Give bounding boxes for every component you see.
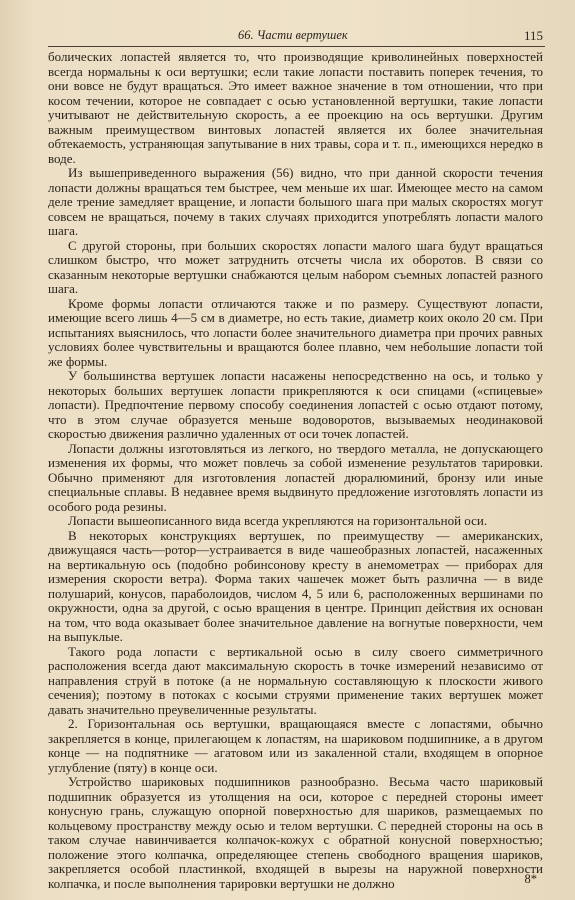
- paragraph: 2. Горизонтальная ось вертушки, вращающаяся вместе с лопастями, обычно закрепляется в конце, прилегающем к лопастям, на шариковом подшипнике, а в другом конце — на подпятнике — агатовом или из закаленной стали, входящем в опорное углубление (пяту) в конце оси.: [48, 716, 543, 775]
- paragraph: Устройство шариковых подшипников разнообразно. Весьма часто шариковый подшипник образуется из утолщения на оси, которое с передней стороны имеет конусную грань, служащую опорной поверхностью для шариков, размещаемых по кольцевому пространству между осью и телом вертушки. С передней стороны на ось в таком случае навинчивается колпачок-кожух с обратной конусной поверхностью; положение этого колпачка, определяющее степень свободного вращения шариков, закрепляется особой пластинкой, входящей в вырезы на наружной поверхности колпачка, и после выполнения тарировки вертушки не должно: [48, 774, 543, 891]
- running-header: [48, 24, 545, 47]
- paragraph: С другой стороны, при больших скоростях лопасти малого шага будут вращаться слишком быстро, что может затруднить отсчеты числа их оборотов. В связи со сказанным некоторые вертушки снабжаются целым набором съемных лопастей разного шага.: [48, 237, 543, 296]
- paragraph: Кроме формы лопасти отличаются также и по размеру. Существуют лопасти, имеющие всего лишь 4—5 см в диаметре, но есть такие, диаметр коих около 20 см. При испытаниях выяснилось, что лопасти более значительного диаметра при прочих равных условиях более чувствительны и вращаются более плавно, чем небольшие лопасти той же формы.: [48, 295, 543, 369]
- paragraph: Лопасти вышеописанного вида всегда укрепляются на горизонтальной оси.: [68, 513, 488, 528]
- page-number: 115: [523, 28, 543, 43]
- paragraph: У большинства вертушек лопасти насажены непосредственно на ось, и только у некоторых больших вертушек лопасти прикрепляются к оси спицами («спицевые» лопасти). Предпочтение первому способу соединения лопастей с осью отдают потому, что в этом случае образуется меньше водоворотов, вызываемых неодинаковой скоростью движения различно удаленных от оси точек лопастей.: [48, 368, 543, 441]
- paragraph: Лопасти должны изготовляться из легкого, но твердого металла, не допускающего изменения их формы, что может повлечь за собой изменение результатов тарировки. Обычно применяют для изготовления лопастей дюралюминий, бронзу или иные специальные сплавы. В недавнее время выдвинуто предложение изготовлять лопасти из особого рода резины.: [48, 440, 543, 514]
- section-title: 66. Части вертушек: [238, 28, 348, 42]
- paragraph: Из вышеприведенного выражения (56) видно, что при данной скорости течения лопасти должны вращаться тем быстрее, чем меньше их шаг. Имеющее место на самом деле трение замедляет вращение, и лопасти большого шага при малых скоростях могут совсем не вращаться, почему в таких случаях приходится употреблять лопасти малого шага.: [48, 165, 543, 238]
- signature-mark: 8*: [524, 872, 537, 886]
- paragraph: Такого рода лопасти с вертикальной осью в силу своего симметричного расположения всегда дают максимальную скорость в точке измерений независимо от направления струй в потоке (а не нормальную составляющую к плоскости живого сечения); поэтому в потоках с косыми струями применение таких вертушек может давать значительно преувеличенные результаты.: [48, 643, 543, 717]
- paragraph: В некоторых конструкциях вертушек, по преимуществу — американских, движущаяся часть—ротор—устраивается в виде чашеобразных лопастей, насаженных на вертикальную ось (подобно робинсонову кресту в анемометрах — приборах для измерения скорости ветра). Форма таких чашечек может быть различна — в виде полушарий, конусов, параболоидов, числом 4, 5 или 6, расположенных вершинами по окружности, одна за другой, с осью вращения в центре. Принцип действия их основан на том, что вода оказывает более значительное давление на вогнутые поверхности, чем на выпуклые.: [48, 527, 543, 644]
- paragraph: болических лопастей является то, что производящие криволинейных поверхностей всегда нормальны к оси вертушки; если такие лопасти поставить поперек течения, то они вовсе не будут вращаться. Это имеет важное значение в том отношении, что при косом течении, которое не совпадает с осью установленной вертушки, такие лопасти учитывают не действительную скорость, а ее проекцию на ось вертушки. Другим важным преимуществом винтовых лопастей является их более значительная обтекаемость, устраняющая запутывание в них травы, сора и т. п., имеющихся нередко в воде.: [48, 49, 543, 166]
- body-text: [48, 50, 543, 891]
